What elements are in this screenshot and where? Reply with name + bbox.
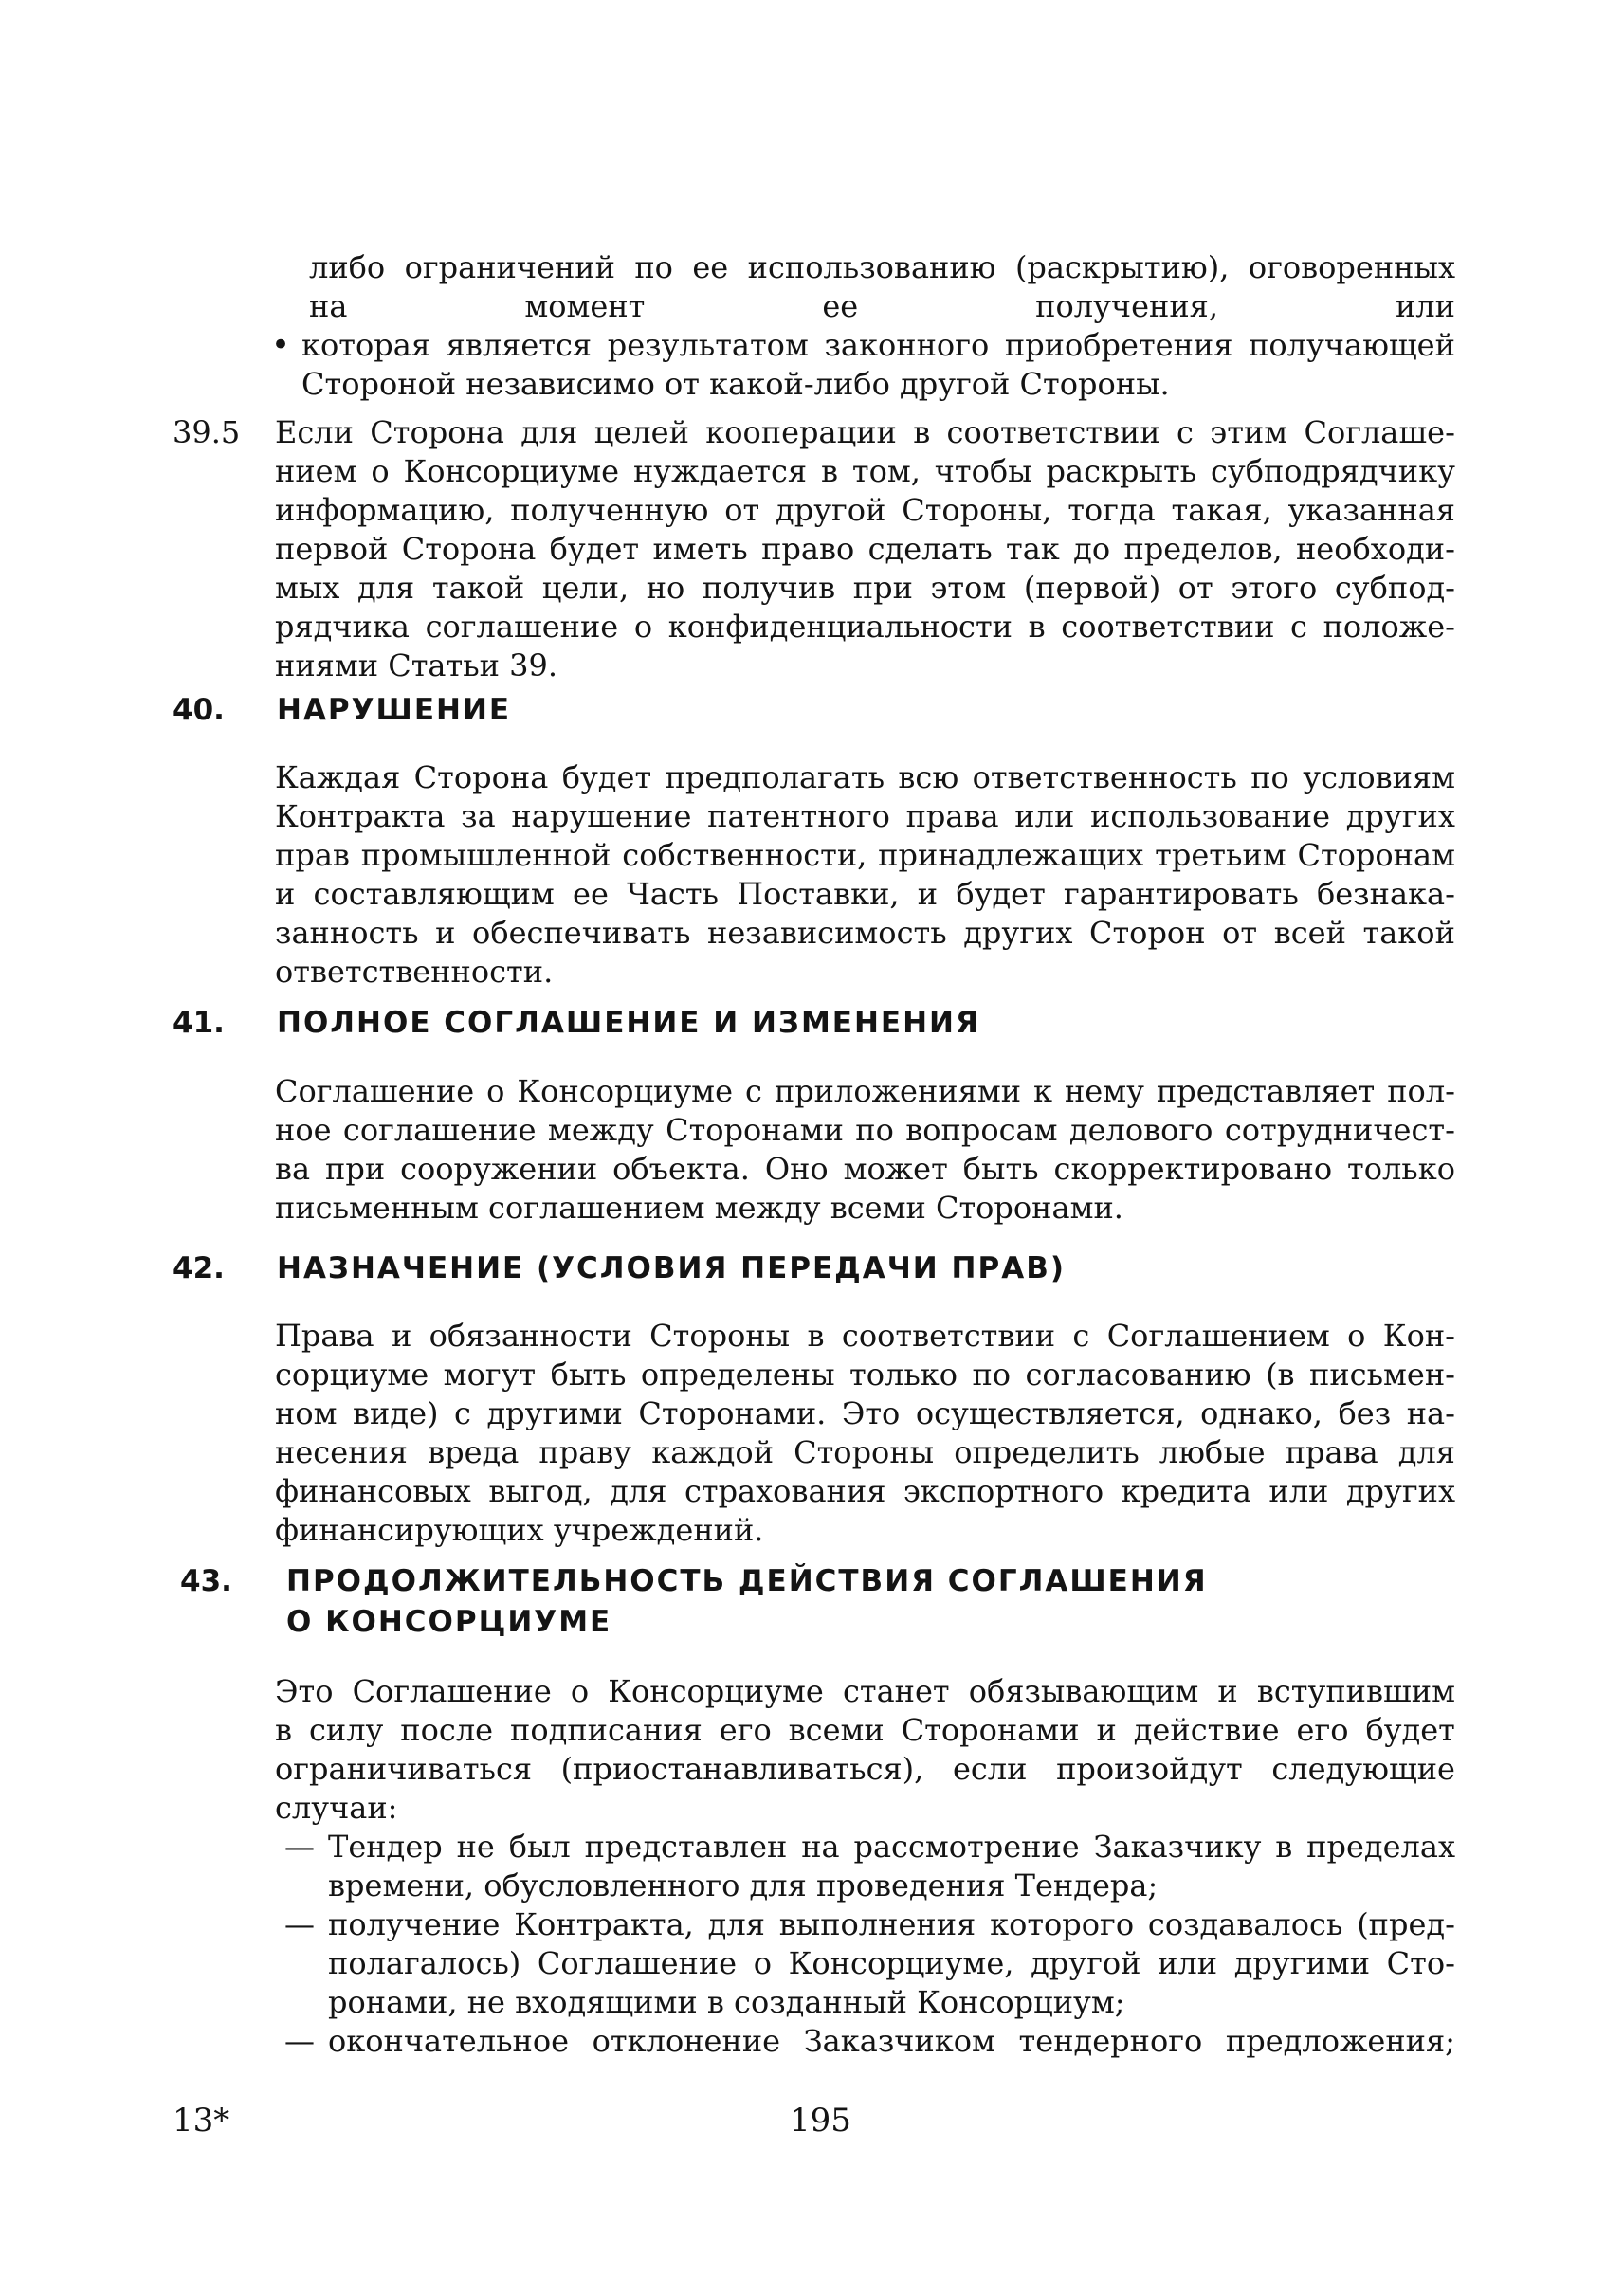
signature-mark: 13* [173, 2102, 230, 2140]
text-line: ответственности. [275, 954, 554, 990]
section-title-43-line2: О КОНСОРЦИУМЕ [286, 1605, 612, 1639]
text-line: Контракта за нарушение патентного права или использование других [275, 798, 1455, 834]
section-43-paragraph [275, 1672, 1455, 1828]
text-line: Каждая Сторона будет предполагать всю ответственность по условиям [275, 759, 1455, 795]
section-number-41: 41. [173, 1006, 225, 1040]
text-line: Если Сторона для целей кооперации в соответствии с этим Соглаше- [275, 414, 1455, 450]
section-number-43: 43. [180, 1564, 232, 1598]
dash-icon: — [284, 2023, 315, 2059]
dash-icon: — [284, 1829, 315, 1865]
section-title-40: НАРУШЕНИЕ [277, 693, 512, 727]
text-line: Стороной независимо от какой-либо другой Стороны. [301, 366, 1170, 402]
text-line: занность и обеспечивать независимость других Сторон от всей такой [275, 915, 1455, 951]
intro-paragraph [309, 248, 1455, 326]
text-line: ронами, не входящими в созданный Консорциум; [328, 1984, 1125, 2020]
text-line: письменным соглашением между всеми Сторонами. [275, 1190, 1123, 1226]
bullet-icon: • [271, 326, 291, 364]
section-title-43-line1: ПРОДОЛЖИТЕЛЬНОСТЬ ДЕЙСТВИЯ СОГЛАШЕНИЯ [286, 1564, 1208, 1598]
text-line: ное соглашение между Сторонами по вопросам делового сотрудничест- [275, 1112, 1455, 1148]
text-line: рядчика соглашение о конфиденциальности в соответствии с положе- [275, 609, 1455, 645]
text-line: Это Соглашение о Консорциуме станет обязывающим и вступившим [275, 1673, 1455, 1709]
clause-number-39-5: 39.5 [173, 414, 241, 450]
text-line: времени, обусловленного для проведения Тендера; [328, 1867, 1159, 1903]
clause-39-5-paragraph [275, 413, 1455, 685]
text-line: ном виде) с другими Сторонами. Это осуществляется, однако, без на- [275, 1395, 1455, 1431]
text-line: ва при сооружении объекта. Оно может быть скорректировано только [275, 1151, 1455, 1187]
text-line: Соглашение о Консорциуме с приложениями к нему представляет пол- [275, 1073, 1455, 1109]
text-line: и составляющим ее Часть Поставки, и будет гарантировать безнака- [275, 876, 1455, 912]
section-title-42: НАЗНАЧЕНИЕ (УСЛОВИЯ ПЕРЕДАЧИ ПРАВ) [277, 1251, 1066, 1285]
text-line: случаи: [275, 1790, 398, 1826]
text-line: окончательное отклонение Заказчиком тендерного предложения; [328, 2023, 1455, 2059]
section-number-40: 40. [173, 693, 225, 727]
text-line: информацию, полученную от другой Стороны, тогда такая, указанная [275, 492, 1455, 528]
text-line: которая является результатом законного приобретения получающей [301, 327, 1455, 363]
text-line: полагалось) Соглашение о Консорциуме, другой или другими Сто- [328, 1945, 1455, 1981]
section-40-paragraph [275, 758, 1455, 992]
section-number-42: 42. [173, 1251, 225, 1285]
dash-icon: — [284, 1906, 315, 1942]
text-line: прав промышленной собственности, принадлежащих третьим Сторонам [275, 837, 1455, 873]
text-line: в силу после подписания его всеми Сторонами и действие его будет [275, 1712, 1455, 1748]
text-line: мых для такой цели, но получив при этом (первой) от этого субпод- [275, 570, 1455, 606]
text-line: первой Сторона будет иметь право сделать так до пределов, необходи- [275, 531, 1455, 567]
list-item [328, 2022, 1455, 2061]
text-line: Тендер не был представлен на рассмотрение Заказчику в пределах [328, 1829, 1455, 1865]
text-line: сорциуме могут быть определены только по согласованию (в письмен- [275, 1357, 1455, 1393]
text-line: ограничиваться (приостанавливаться), если произойдут следующие [275, 1751, 1455, 1787]
page-number: 195 [790, 2102, 851, 2140]
text-line: финансовых выгод, для страхования экспортного кредита или других [275, 1473, 1455, 1509]
section-42-paragraph [275, 1317, 1455, 1550]
text-line: нием о Консорциуме нуждается в том, чтобы раскрыть субподрядчику [275, 453, 1455, 489]
text-line: ниями Статьи 39. [275, 647, 558, 683]
text-line: финансирующих учреждений. [275, 1512, 764, 1548]
text-line: на момент ее получения, или [309, 288, 1455, 324]
text-line: либо ограничений по ее использованию (раскрытию), оговоренных [309, 249, 1455, 285]
list-item [328, 1828, 1455, 1905]
text-line: несения вреда праву каждой Стороны определить любые права для [275, 1434, 1455, 1470]
text-line: получение Контракта, для выполнения которого создавалось (пред- [328, 1906, 1455, 1942]
section-title-41: ПОЛНОЕ СОГЛАШЕНИЕ И ИЗМЕНЕНИЯ [277, 1006, 980, 1040]
intro-bullet-item [301, 326, 1455, 404]
section-41-paragraph [275, 1072, 1455, 1228]
list-item [328, 1905, 1455, 2022]
text-line: Права и обязанности Стороны в соответствии с Соглашением о Кон- [275, 1318, 1455, 1354]
